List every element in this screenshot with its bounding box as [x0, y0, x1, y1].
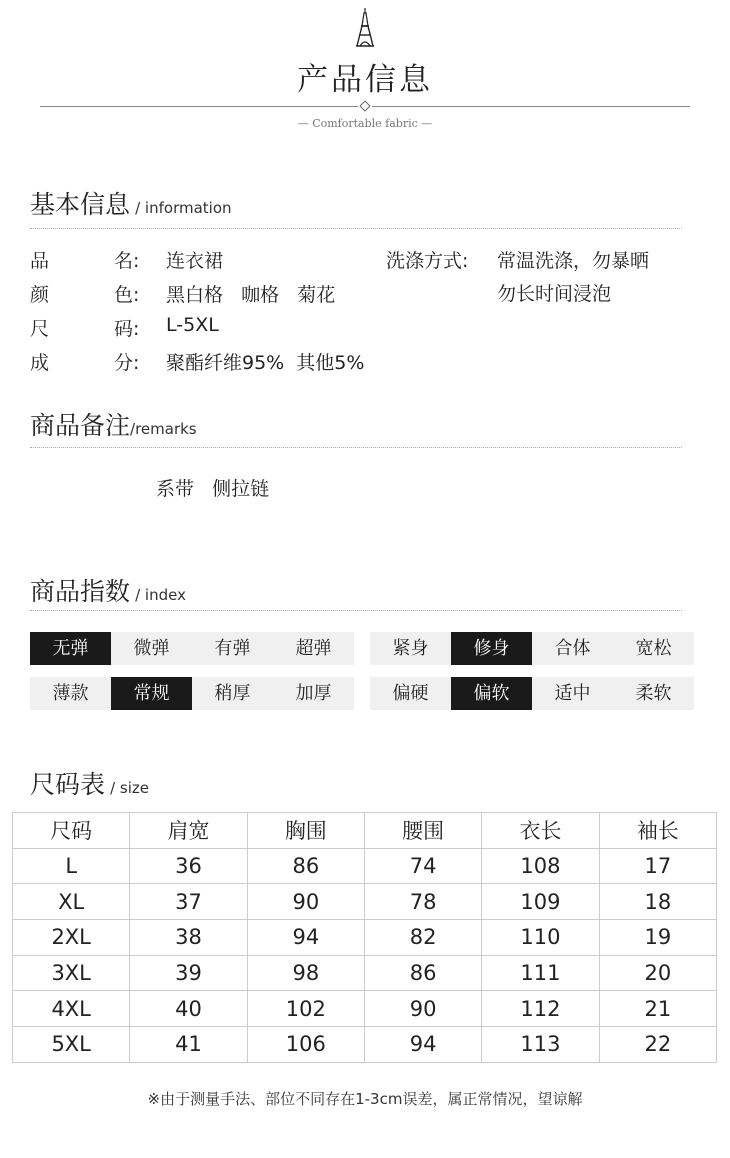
section-heading-en: / size [110, 779, 150, 797]
dotted-divider [30, 447, 682, 448]
eiffel-tower-icon [354, 8, 376, 48]
table-cell: 40 [130, 991, 247, 1027]
table-cell: 82 [364, 920, 481, 956]
dotted-divider [30, 610, 682, 611]
table-cell: L [13, 848, 130, 884]
table-cell: 94 [247, 920, 364, 956]
table-cell: 19 [599, 920, 716, 956]
table-cell: 78 [364, 884, 481, 920]
table-header-cell: 尺码 [13, 813, 130, 849]
info-label: 分: [114, 352, 140, 374]
section-heading-zh: 基本信息 [30, 190, 131, 219]
section-heading-en: / index [135, 586, 186, 604]
diamond-ornament-icon [359, 100, 370, 111]
divider [372, 106, 690, 107]
table-cell: 113 [482, 1027, 599, 1063]
info-value: 黑白格 咖格 菊花 [166, 284, 336, 306]
table-row [13, 848, 717, 884]
info-label: 名: [114, 250, 140, 272]
divider [40, 106, 358, 107]
table-cell: 22 [599, 1027, 716, 1063]
table-cell: 108 [482, 848, 599, 884]
section-heading-en: /remarks [130, 420, 197, 438]
info-label: 成 [30, 352, 50, 374]
table-row [13, 1027, 717, 1063]
table-cell: 36 [130, 848, 247, 884]
table-cell: 111 [482, 955, 599, 991]
section-heading-size [30, 765, 149, 801]
table-cell: 21 [599, 991, 716, 1027]
table-cell: 2XL [13, 920, 130, 956]
info-value: L-5XL [166, 314, 219, 336]
table-cell: 41 [130, 1027, 247, 1063]
index-option: 偏硬 [370, 677, 451, 710]
section-heading-zh: 商品指数 [30, 577, 131, 606]
remarks-text: 系带 侧拉链 [156, 478, 270, 500]
wash-label: 洗涤方式: [386, 250, 469, 272]
table-cell: 17 [599, 848, 716, 884]
section-heading-zh: 商品备注 [30, 411, 131, 440]
table-header-cell: 袖长 [599, 813, 716, 849]
table-row [13, 991, 717, 1027]
info-label: 品 [30, 250, 50, 272]
index-option: 有弹 [192, 632, 273, 665]
index-option: 适中 [532, 677, 613, 710]
table-cell: 3XL [13, 955, 130, 991]
table-cell: 90 [364, 991, 481, 1027]
index-option: 修身 [451, 632, 532, 665]
table-cell: 86 [247, 848, 364, 884]
index-option: 薄款 [30, 677, 111, 710]
section-heading-remarks [30, 406, 197, 442]
table-cell: 74 [364, 848, 481, 884]
info-label: 颜 [30, 284, 50, 306]
index-group-softness [370, 677, 694, 710]
size-table [12, 812, 717, 1063]
table-cell: 37 [130, 884, 247, 920]
table-row [13, 955, 717, 991]
info-label: 码: [114, 318, 140, 340]
info-label: 尺 [30, 318, 50, 340]
table-cell: 98 [247, 955, 364, 991]
info-value: 连衣裙 [166, 250, 224, 272]
index-group-fit [370, 632, 694, 665]
table-cell: 110 [482, 920, 599, 956]
index-option: 合体 [532, 632, 613, 665]
index-option: 微弹 [111, 632, 192, 665]
table-cell: 20 [599, 955, 716, 991]
table-cell: 106 [247, 1027, 364, 1063]
table-cell: 38 [130, 920, 247, 956]
table-cell: 18 [599, 884, 716, 920]
table-header-cell: 胸围 [247, 813, 364, 849]
table-cell: 94 [364, 1027, 481, 1063]
table-cell: 5XL [13, 1027, 130, 1063]
dotted-divider [30, 228, 682, 229]
section-heading-en: / information [135, 199, 232, 217]
section-heading-zh: 尺码表 [30, 770, 106, 799]
index-option: 稍厚 [192, 677, 273, 710]
index-group-elasticity [30, 632, 354, 665]
index-option: 超弹 [273, 632, 354, 665]
index-option: 紧身 [370, 632, 451, 665]
table-header-cell: 衣长 [482, 813, 599, 849]
measurement-note: ※由于测量手法、部位不同存在1-3cm误差，属正常情况，望谅解 [147, 1090, 583, 1108]
table-header-cell: 腰围 [364, 813, 481, 849]
index-option: 柔软 [613, 677, 694, 710]
wash-value: 勿长时间浸泡 [497, 283, 612, 305]
table-cell: XL [13, 884, 130, 920]
page-title: 产品信息 [297, 62, 433, 98]
table-cell: 109 [482, 884, 599, 920]
table-cell: 102 [247, 991, 364, 1027]
page-subtitle: — Comfortable fabric — [297, 117, 433, 130]
table-cell: 86 [364, 955, 481, 991]
index-option: 无弹 [30, 632, 111, 665]
index-option: 常规 [111, 677, 192, 710]
info-label: 色: [114, 284, 140, 306]
table-header-row [13, 813, 717, 849]
index-group-thickness [30, 677, 354, 710]
table-row [13, 920, 717, 956]
index-option: 加厚 [273, 677, 354, 710]
index-option: 偏软 [451, 677, 532, 710]
section-heading-information [30, 185, 232, 221]
table-header-cell: 肩宽 [130, 813, 247, 849]
table-cell: 4XL [13, 991, 130, 1027]
section-heading-index [30, 572, 186, 608]
table-cell: 90 [247, 884, 364, 920]
info-value: 聚酯纤维95% 其他5% [166, 352, 365, 374]
table-cell: 39 [130, 955, 247, 991]
table-cell: 112 [482, 991, 599, 1027]
index-option: 宽松 [613, 632, 694, 665]
wash-value: 常温洗涤，勿暴晒 [497, 250, 650, 272]
table-row [13, 884, 717, 920]
